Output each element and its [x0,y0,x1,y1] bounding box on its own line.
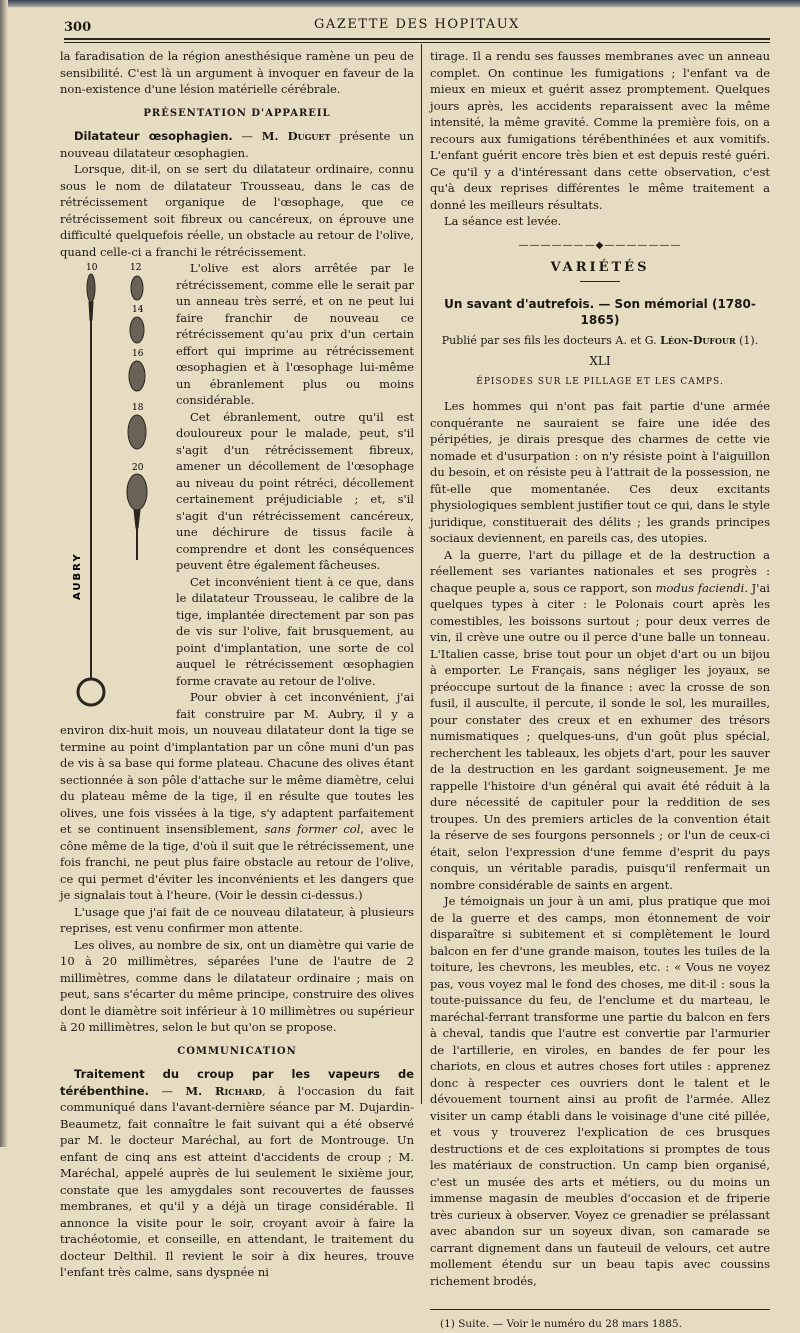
chapter-subtitle: ÉPISODES SUR LE PILLAGE ET LES CAMPS. [476,376,724,387]
paragraph: Je témoignais un jour à un ami, plus pratique que moi de la guerre et des camps, mon étonnement de voir disparaître si subitement et si complètement le lourd balcon en fer d'une grande maison, toutes les tuiles de la toiture, les chevrons, les meubles, etc. : « Vous ne voyez pas, vous voyez mal le fond des choses, me dit-il : sous la toute-puissance du feu, de l'enclume et du marteau, le maréchal-ferrant transforme une partie du balcon en fers à cheval, tandis que l'autre est convertie par l'armurier de l'artillerie, en viroles, en bandes de fer pour les chariots, en clous et autres choses fort utiles : apprenez donc à respecter ces ouvriers dont le talent et le dévouement tournent ainsi au profit de l'armée. Allez visiter un camp établi dans le voisinage d'une cité pillée, et vous y trouverez l'explication de ces brusques destructions et de ces exploitations si promptes de tous les matériaux de construction. Un camp bien organisé, c'est un musée des arts et métiers, ou du moins un immense magasin de meubles d'occasion et de friperie très curieux à observer. Voyez ce grenadier se prélassant avec abandon sur un soyeux divan, son camarade se carrant dignement dans un fauteuil de velours, cet autre mollement étendu sur un beau tapis avec coussins richement brodés, [430,894,770,1288]
paragraph: Les hommes qui n'ont pas fait partie d'une armée conquérante ne sauraient se faire une idée des péripéties, je dirais presque des charmes de cette vie nomade et d'usurpation : on n'y résiste point à l'aiguillon du besoin, et on résiste peu à l'attrait de la possession, ne fût-elle que momentanée. Ces deux excitants physiologiques semblent justifier tout ce qui, dans le style juridique, constituerait des délits ; les grands principes sociaux deviennent, en pareils cas, des utopies. [430,399,770,545]
olive-12 [131,276,143,300]
author-name: Léon-Dufour [660,333,736,347]
page-left-edge [0,0,8,1147]
small-rule [580,281,620,282]
left-column [60,48,414,1281]
chapter-number: XLI [589,354,611,368]
figure-label: 14 [132,305,144,315]
section-heading: PRÉSENTATION D'APPAREIL [143,107,331,119]
footnote-rule [430,1309,770,1310]
olive-20 [127,474,147,510]
paragraph: Les olives, au nombre de six, ont un diamètre qui varie de 10 à 20 millimètres, séparées l'une de l'autre de 2 millimètres, comme dans le dilatateur ordinaire ; mais on peut, sans s'écarter du même principe, construire des olives dont le diamètre soit inférieur à 10 millimètres ou supérieur à 20 millimètres, selon le but qu'on se propose. [60,937,414,1034]
right-column [430,48,770,1333]
paragraph: Cet inconvénient tient à ce que, dans le dilatateur Trousseau, le calibre de la tige, implantée directement par son pas de vis sur l'olive, fait brusquement, au point d'implantation, une sorte de col auquel le rétrécissement œsophagien forme cravate au retour de l'olive. [176,574,414,688]
olive-16 [129,361,145,391]
page-number: 300 [64,20,92,35]
ornament-divider: ———————◆——————— [518,239,682,251]
paragraph: Cet ébranlement, outre qu'il est douloureux pour le malade, peut, s'il s'agit d'un rétrécissement fibreux, amener un décollement de l'œsophage au niveau du point rétréci, décollement certainement préjudiciable ; et, s'il s'agit d'un rétrécissement cancéreux, une déchirure de tissus facile à comprendre et dont les conséquences peuvent être également fâcheuses. [176,409,414,572]
dash: — [148,1083,186,1098]
text-run: Pour obvier à cet inconvénient, j'ai fait construire par M. Aubry, il y a environ dix-huit mois, un nouveau dilatateur dont la tige se termine au point d'implantation par un cône muni d'un pas de vis à sa base qui forme plateau. Chacune des olives étant sectionnée à son pôle d'attache sur le même diamètre, celui du plateau même de la tige, il en résulte que toutes les olives, une fois vissées à la tige, s'y adaptent parfaitement et se continuent insensiblement, [60,690,414,836]
text-run: . J'ai quelques types à citer : le Polonais court après les comestibles, les boissons surtout ; pour deux verres de vin, il crève une outre ou il perce d'une balle un tonneau. L'Italien casse, brise tout pour un objet d'art ou un bijou à emporter. Le Français, sans négliger les joyaux, se préoccupe surtout de la finance : avec la crosse de son fusil, il ausculte, il percute, il sonde le sol, les murailles, pour constater des creux et en exhumer des trésors numismatiques ; quelques-uns, d'un goût plus spécial, recherchent les tableaux, les objets d'art, pour les sauver de la destruction en les gardant soigneusement. Je me rappelle l'histoire d'un général qui avait été réduit à la dure nécessité de capituler pour la reddition de ses troupes. Un des premiers articles de la convention était la réserve de ses fourgons personnels ; or l'un de ceux-ci était, selon l'expression d'une femme d'esprit du pays conquis, un véritable paradis, puisqu'il renfermait un nombre considérable de saints en argent. [430,580,770,892]
article-author: M. Duguet [261,129,331,143]
section-heading: COMMUNICATION [177,1045,297,1057]
figure-label: 10 [86,263,98,273]
header-rule-thick [64,38,770,40]
dilator-figure [60,260,170,715]
article-lead [60,128,414,161]
dilator-rod [78,274,104,705]
article-intro: présente un nouveau dilatateur œsophagien. [60,129,414,160]
maker-mark: AUBRY [72,552,83,600]
paragraph: La séance est levée. [444,214,562,228]
figure-label: 20 [132,463,144,473]
page-top-edge [0,0,800,8]
footnote: (1) Suite. — Voir le numéro du 28 mars 1885. [440,1318,682,1330]
figure-label: 16 [132,349,144,359]
article-title: Un savant d'autrefois. — Son mémorial (1780-1865) [444,296,756,327]
article-lead [60,1066,414,1281]
text-run: , avec le cône même de la tige, d'où il suit que le rétrécissement, une fois franchi, ne peut plus faire obstacle au retour de l'olive, ce qui permet d'éviter les inconvénients et les dangers que je signalais tout à l'heure. (Voir le dessin ci-dessus.) [60,822,414,902]
figure-label: 18 [132,403,144,413]
emphasis: sans former col [264,822,361,836]
text-run: Publié par ses fils les docteurs A. et G. [441,333,661,347]
paragraph: L'usage que j'ai fait de ce nouveau dilatateur, à plusieurs reprises, est venu confirmer mon attente. [60,904,414,935]
dash: — [232,129,262,143]
section-heading: VARIÉTÉS [550,260,650,275]
article-byline [430,333,770,350]
paragraph: tirage. Il a rendu ses fausses membranes avec un anneau complet. On continue les fumigations ; l'enfant va de mieux en mieux et guérit assez promptement. Quelques jours après, les accidents reparaissent avec la même intensité, la même gravité. Comme la première fois, on a recours aux fumigations térébenthinées et aux vomitifs. L'enfant guérit encore très bien et est depuis resté guéri. Ce qu'il y a d'intéressant dans cette observation, c'est qu'à deux reprises différentes le même traitement a donné les meilleurs résultats. [430,49,770,212]
olive-18 [128,415,146,449]
olive-14 [130,317,144,343]
figure-label: 12 [130,263,142,273]
article-title: Traitement du croup par les vapeurs de térébenthine. [60,1067,414,1098]
paragraph [60,689,414,904]
paragraph: la faradisation de la région anesthésique ramène un peu de sensibilité. C'est là un argument à invoquer en faveur de la non-existence d'une lésion matérielle cérébrale. [60,49,414,96]
journal-title: GAZETTE DES HOPITAUX [314,17,520,32]
column-divider [421,44,422,1104]
dilator-rod-2 [134,510,140,560]
dilator-illustration [60,260,170,715]
emphasis: modus faciendi [655,580,745,595]
text-run: (1). [735,333,759,347]
paragraph: Lorsque, dit-il, on se sert du dilatateur ordinaire, connu sous le nom de dilatateur Trousseau, dans le cas de rétrécissement organique de l'œsophage, que ce rétrécissement soit fibreux ou cancéreux, on éprouve une difficulté quelquefois réelle, un obstacle au retour de l'olive, quand celle-ci a franchi le rétrécissement. [60,162,414,259]
text-run: , à l'occasion du fait communiqué dans l'avant-dernière séance par M. Dujardin-Beaumetz, fait connaître le fait suivant qui a été observé par M. le docteur Maréchal, au fort de Montrouge. Un enfant de cinq ans est atteint d'accidents de croup ; M. Maréchal, appelé auprès de lui seulement le sixième jour, constate que les amygdales sont recouvertes de fausses membranes, et qu'il y a déjà un tirage considérable. Il annonce la visite pour le soir, croyant avoir à faire la trachéotomie, et conseille, en attendant, le traitement du docteur Delthil. Il revient le soir à dix heures, trouve l'enfant très calme, sans dyspnée ni [60,1083,414,1279]
text-run: A la guerre, l'art du pillage et de la destruction a réellement ses variantes nationales et ses progrès : chaque peuple a, sous ce rapport, son [430,547,770,595]
article-title: Dilatateur œsophagien. [74,129,233,143]
article-author: M. Richard [185,1083,262,1098]
paragraph: L'olive est alors arrêtée par le rétrécissement, comme elle le serait par un anneau très serré, et on ne peut lui faire franchir de nouveau ce rétrécissement qu'au prix d'un certain effort qui imprime au rétrécissement œsophagien et à l'œsophage lui-même un ébranlement plus ou moins considérable. [176,261,414,407]
paragraph [430,547,770,894]
header-rule-thin [64,42,770,43]
